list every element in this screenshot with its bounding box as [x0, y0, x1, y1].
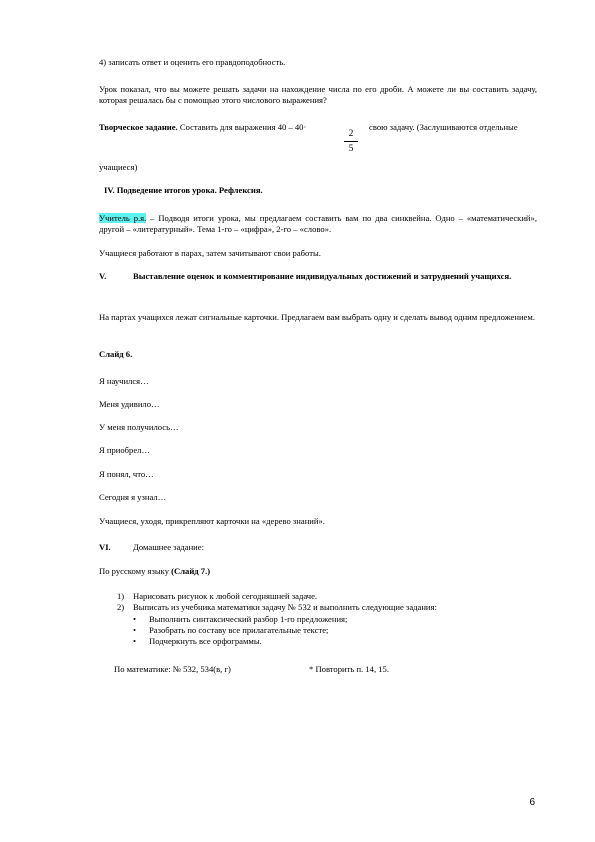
pairs-paragraph: Учащиеся работают в парах, затем зачитывают свои работы.	[99, 248, 321, 258]
step-4: 4) записать ответ и оценить его правдоподобность.	[99, 57, 286, 67]
russian-homework: По русскому языку (Слайд 7.)	[99, 566, 211, 576]
fraction-bar	[344, 141, 358, 142]
section-5-text: Выставление оценок и комментирование индивидуальных достижений и затруднений учащихся.	[133, 271, 512, 281]
fraction	[344, 128, 358, 155]
repeat-homework: * Повторить п. 14, 15.	[309, 664, 389, 674]
bullet-icon: •	[133, 636, 137, 646]
section-5	[99, 271, 537, 282]
slide-6-label: Слайд 6.	[99, 349, 133, 359]
math-homework: По математике: № 532, 534(в, г)	[114, 664, 231, 674]
phrase-6: Сегодня я узнал…	[99, 492, 167, 502]
phrase-4: Я приобрел…	[99, 445, 151, 455]
page-number: 6	[529, 797, 535, 808]
section-6-numeral: VI.	[99, 542, 111, 552]
paragraph-lesson-summary: Урок показал, что вы можете решать задачи на нахождение числа по его дроби. А можете ли вы составить задачу, которая решалась бы с помощью этого числового выражения?	[99, 84, 537, 105]
section-6-text: Домашнее задание:	[133, 542, 204, 552]
teacher-label: Учитель р.я.	[99, 213, 147, 223]
phrase-2: Меня удивило…	[99, 399, 160, 409]
teacher-paragraph	[99, 213, 537, 235]
bullet-icon: •	[133, 614, 137, 624]
creative-task-label: Творческое задание.	[99, 122, 178, 132]
creative-task-continuation: учащиеся)	[99, 162, 138, 172]
leaving-paragraph: Учащиеся, уходя, прикрепляют карточки на «дерево знаний».	[99, 516, 325, 526]
desks-paragraph: На партах учащихся лежат сигнальные карточки. Предлагаем вам выбрать одну и сделать вывод одним предложением.	[99, 312, 535, 322]
section-4-heading: IV. Подведение итогов урока. Рефлексия.	[104, 185, 263, 195]
creative-task-text: Составить для выражения 40 – 40·	[177, 122, 307, 132]
bullet-icon: •	[133, 625, 137, 635]
fraction-numerator: 2	[348, 129, 354, 139]
phrase-3: У меня получилось…	[99, 422, 179, 432]
phrase-5: Я понял, что…	[99, 469, 154, 479]
creative-task-after: свою задачу. (Заслушиваются отдельные	[369, 122, 518, 132]
slide-7-label: (Слайд 7.)	[171, 566, 211, 576]
fraction-denominator: 5	[348, 144, 354, 154]
phrase-1: Я научился…	[99, 376, 149, 386]
teacher-text: – Подводя итоги урока, мы предлагаем составить вам по два синквейна. Одно – «математический», другой – «литературный». Тема 1-го – «цифра», 2-го – «слово».	[99, 213, 537, 234]
section-5-numeral: V.	[99, 271, 107, 281]
